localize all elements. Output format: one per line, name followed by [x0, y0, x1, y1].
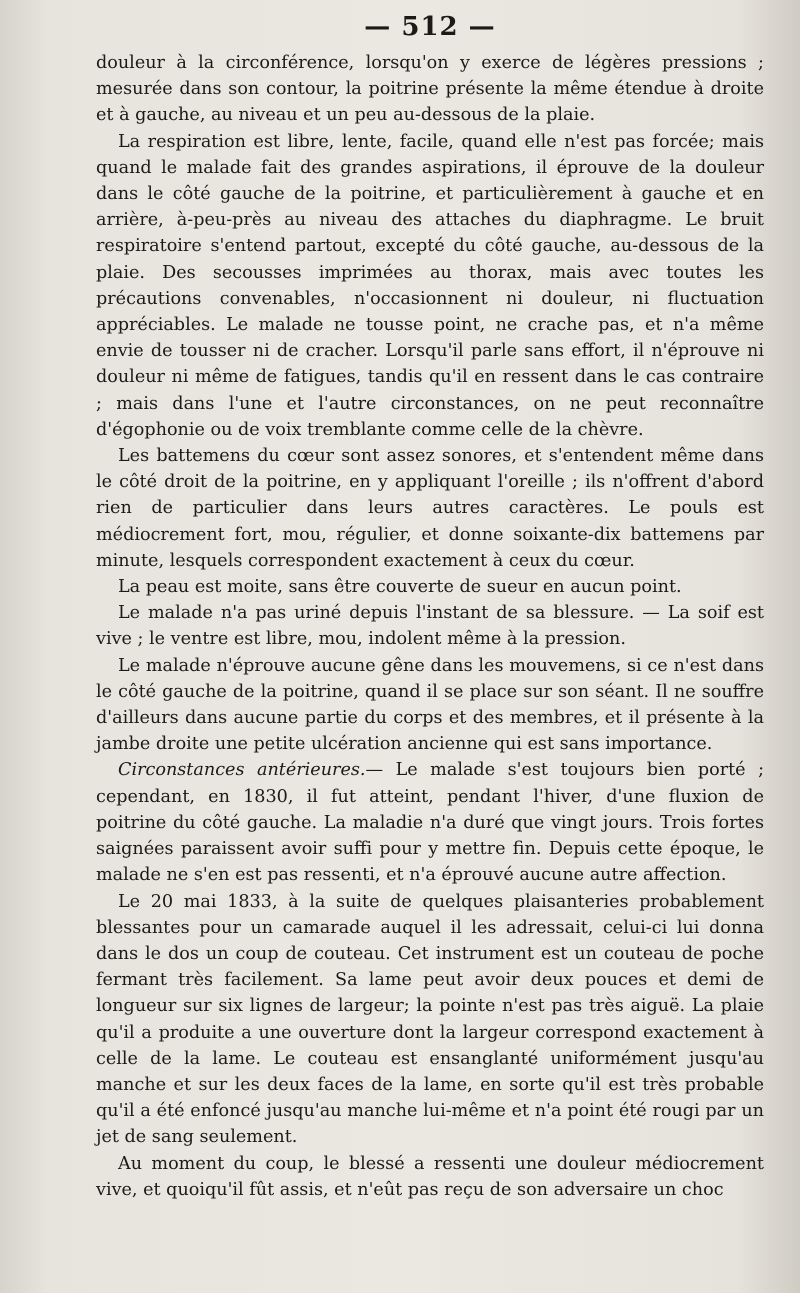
paragraph-4: La peau est moite, sans être couverte de sueur en aucun point. — [118, 577, 682, 598]
paragraph-6: Le malade n'éprouve aucune gêne dans les mouvemens, si ce n'est dans le côté gauche de la poitrine, quand il se place sur son séant. Il ne souffre d'ailleurs dans aucune partie du corps et des membres, et il présente à la jambe droite une petite ulcération ancienne qui est sans importance. — [96, 655, 764, 755]
page-number: — 512 — — [364, 12, 496, 42]
paragraph-5: Le malade n'a pas uriné depuis l'instant de sa blessure. — La soif est vive ; le ventre est libre, mou, indolent même à la pression. — [96, 603, 764, 650]
paragraph-7-text: — Le malade s'est toujours bien porté ; cependant, en 1830, il fut atteint, pendant l'hiver, d'une fluxion de poitrine du côté gauche. La maladie n'a duré que vingt jours. Trois fortes saignées paraissent avoir suffi pour y mettre fin. Depuis cette époque, le malade ne s'en est pas ressenti, et n'a éprouvé aucune autre affection. — [96, 760, 765, 886]
paragraph-3: Les battemens du cœur sont assez sonores, et s'entendent même dans le côté droit de la poitrine, en y appliquant l'oreille ; ils n'offrent d'abord rien de particulier dans leurs autres caractères. Le pouls est médiocrement fort, mou, régulier, et donne soixante-dix battemens par minute, lesquels correspondent exactement à ceux du cœur. — [96, 446, 764, 571]
body-text — [96, 50, 764, 1203]
paragraph-8: Le 20 mai 1833, à la suite de quelques plaisanteries probablement blessantes pour un camarade auquel il les adressait, celui-ci lui donna dans le dos un coup de couteau. Cet instrument est un couteau de poche fermant très facilement. Sa lame peut avoir deux pouces et demi de longueur sur six lignes de largeur; la pointe n'est pas très aiguë. La plaie qu'il a produite a une ouverture dont la largeur correspond exactement à celle de la lame. Le couteau est ensanglanté uniformément jusqu'au manche et sur les deux faces de la lame, en sorte qu'il est très probable qu'il a été enfoncé jusqu'au manche lui-même et n'a point été rougi par un jet de sang seulement. — [96, 891, 764, 1148]
paragraph-9: Au moment du coup, le blessé a ressenti une douleur médiocrement vive, et quoiqu'il fût assis, et n'eût pas reçu de son adversaire un choc — [96, 1153, 764, 1200]
section-lead: Circonstances antérieures. — [118, 760, 366, 781]
paragraph-7 — [96, 757, 764, 888]
paragraph-2: La respiration est libre, lente, facile, quand elle n'est pas forcée; mais quand le malade fait des grandes aspirations, il éprouve de la douleur dans le côté gauche de la poitrine, et particulièrement à gauche et en arrière, à-peu-près au niveau des attaches du diaphragme. Le bruit respiratoire s'entend partout, excepté du côté gauche, au-dessous de la plaie. Des secousses imprimées au thorax, mais avec toutes les précautions convenables, n'occasionnent ni douleur, ni fluctuation appréciables. Le malade ne tousse point, ne crache pas, et n'a même envie de tousser ni de cracher. Lorsqu'il parle sans effort, il n'éprouve ni douleur ni même de fatigues, tandis qu'il en ressent dans le cas contraire ; mais dans l'une et l'autre circonstances, on ne peut reconnaître d'égophonie ou de voix tremblante comme celle de la chèvre. — [96, 131, 764, 440]
paragraph-1: douleur à la circonférence, lorsqu'on y exerce de légères pressions ; mesurée dans son contour, la poitrine présente la même étendue à droite et à gauche, au niveau et un peu au-dessous de la plaie. — [96, 53, 764, 126]
